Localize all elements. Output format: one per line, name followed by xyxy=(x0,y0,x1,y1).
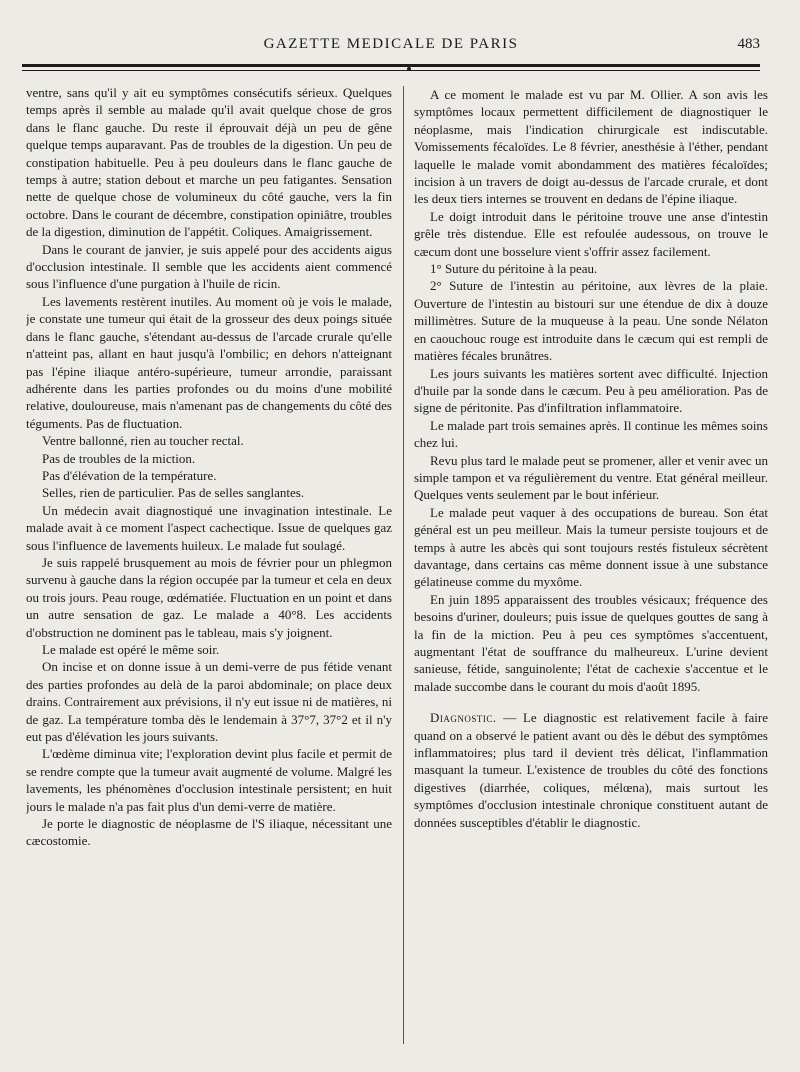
diagnostic-heading: Diagnostic. xyxy=(430,710,497,726)
paragraph: Un médecin avait diagnostiqué une invagination intestinale. Le malade avait à ce moment l'aspect cachectique. Issue de quelques gaz sous l'influence de lavements huileux. Le malade fut soulagé. xyxy=(26,502,392,553)
column-divider xyxy=(403,86,404,1044)
paragraph: Pas d'élévation de la température. xyxy=(42,467,217,483)
diagnostic-text: — Le diagnostic est relativement facile à faire quand on a observé le patient avant ou dès le début des symptômes inflammatoires; plus tard il devient très délicat, l'inflammation masquant la tumeur. L'existence de troubles du côté des fonctions digestives (diarrhée, coliques, mélœna), mais surtout les symptômes d'occlusion intestinale chronique constituent autant de données susceptibles d'établir le diagnostic. xyxy=(414,710,768,830)
paragraph: On incise et on donne issue à un demi-verre de pus fétide venant des parties profondes au delà de la paroi abdominale; on place deux drains. Contrairement aux prévisions, il n'y eut issue ni de matières, ni de gaz. La température tomba dès le lendemain à 37°7, 37°2 et il n'y eut pas d'élévation les jours suivants. xyxy=(26,659,392,745)
header-rule-thick xyxy=(22,64,760,67)
paragraph: Ventre ballonné, rien au toucher rectal. xyxy=(42,433,244,449)
paragraph: Selles, rien de particulier. Pas de selles sanglantes. xyxy=(42,485,305,501)
header-rule-thin xyxy=(22,70,760,71)
diagnostic-paragraph xyxy=(414,709,768,831)
left-column xyxy=(26,84,392,1054)
paragraph: En juin 1895 apparaissent des troubles vésicaux; fréquence des besoins d'uriner, douleurs; puis issue de quelques gouttes de sang à la fin de la miction. Peu à peu ces symptômes s'accentuent, augmentant l'état de souffrance du malheureux. L'urine devient sanieuse, fétide, sanguinolente; l'état de cachexie s'accentue et le malade succombe dans le courant du mois d'août 1895. xyxy=(414,591,768,694)
paragraph: 2° Suture de l'intestin au péritoine, aux lèvres de la plaie. Ouverture de l'intestin au bistouri sur une étendue de dix à douze millimètres. Suture de la muqueuse à la peau. Une sonde Nélaton en caouchouc rouge est introduite dans le cæcum qui est rempli de matières fécales brunâtres. xyxy=(414,278,768,364)
paragraph: Je porte le diagnostic de néoplasme de l'S iliaque, nécessitant une cæcostomie. xyxy=(26,816,392,849)
page-header xyxy=(22,36,760,58)
paragraph: Je suis rappelé brusquement au mois de février pour un phlegmon survenu à gauche dans la région occupée par la tumeur et cela en deux ou trois jours. Peau rouge, œdématiée. Fluctuation en un point et dans un autre sensation de gaz. Le malade a 40°8. Les accidents d'obstruction ne dominent pas le tableau, mais s'y joignent. xyxy=(26,554,392,640)
paragraph: ventre, sans qu'il y ait eu symptômes consécutifs sérieux. Quelques temps après il semble au malade qu'il avait quelque chose de gros dans le flanc gauche. Du reste il éprouvait déjà un peu de gêne quelque temps auparavant. Pas de troubles de la digestion. Un peu de constipation habituelle. Peu à peu douleurs dans le flanc gauche de temps à autre; station debout et marche un peu fatigantes. Sensation nette de quelque chose de volumineux du côté gauche, vers la fin octobre. Dans le courant de décembre, constipation opiniâtre, troubles de la digestion, diminution de l'appétit. Coliques. Amaigrissement. xyxy=(26,85,392,240)
paragraph: Le doigt introduit dans le péritoine trouve une anse d'intestin grêle très distendue. Elle est refoulée audessous, on trouve le cæcum dont une bosselure vient s'offrir assez facilement. xyxy=(414,208,768,259)
right-column xyxy=(414,86,768,1056)
paragraph: 1° Suture du péritoine à la peau. xyxy=(430,261,598,277)
paragraph: Les lavements restèrent inutiles. Au moment où je vois le malade, je constate une tumeur qui était de la grosseur des deux poings située dans le flanc gauche, s'étendant au-dessus de l'arcade crurale qu'elle n'atteint pas, allant en haut jusqu'à l'ombilic; en dehors n'atteignant pas l'épine iliaque antéro-supérieure, tumeur arrondie, paraissant adhérente dans les parties profondes ou du moins d'une mobilité relative, douloureuse, mais n'amenant pas de changements du côté des téguments. Pas de fluctuation. xyxy=(26,293,392,431)
paragraph: Le malade peut vaquer à des occupations de bureau. Son état général est un peu meilleur. Mais la tumeur persiste toujours et de temps à autre les abcès qui sont toujours restés fistuleux sécrètent davantage, dans certains cas même donnent issue à une substance gélatineuse comme du myxôme. xyxy=(414,504,768,590)
paragraph: Les jours suivants les matières sortent avec difficulté. Injection d'huile par la sonde dans le cæcum. Peu à peu amélioration. Pas de signe de péritonite. Pas d'infiltration inflammatoire. xyxy=(414,365,768,416)
paragraph: Dans le courant de janvier, je suis appelé pour des accidents aigus d'occlusion intestinale. Il semble que les accidents aient commencé sous l'influence d'une purgation à l'huile de ricin. xyxy=(26,241,392,292)
paragraph: Le malade est opéré le même soir. xyxy=(42,642,220,657)
page-number: 483 xyxy=(737,36,760,52)
paragraph: Pas de troubles de la miction. xyxy=(42,450,196,466)
journal-title: GAZETTE MEDICALE DE PARIS xyxy=(263,36,519,52)
paragraph: Revu plus tard le malade peut se promener, aller et venir avec un simple tampon et va régulièrement du ventre. Etat général meilleur. Quelques vents seulement par le bout inférieur. xyxy=(414,452,768,503)
paragraph: A ce moment le malade est vu par M. Ollier. A son avis les symptômes locaux permettent difficilement de diagnostiquer le néoplasme, mais l'indication chirurgicale est indiscutable. Vomissements fécaloïdes. Le 8 février, anesthésie à l'éther, pendant laquelle le malade vomit abondamment des matières fécaloïdes; incision à un travers de doigt au-dessus de l'arcade crurale, et dont les deux tiers internes se trouvent en dedans de l'épine iliaque. xyxy=(414,87,768,207)
paragraph: L'œdème diminua vite; l'exploration devint plus facile et permit de se rendre compte que la tumeur avait augmenté de volume. Malgré les lavements, les phénomènes d'occlusion intestinale persistent; en huit jours le malade n'a pas fait plus d'un demi-verre de matière. xyxy=(26,746,392,814)
paragraph: Le malade part trois semaines après. Il continue les mêmes soins chez lui. xyxy=(414,417,768,451)
